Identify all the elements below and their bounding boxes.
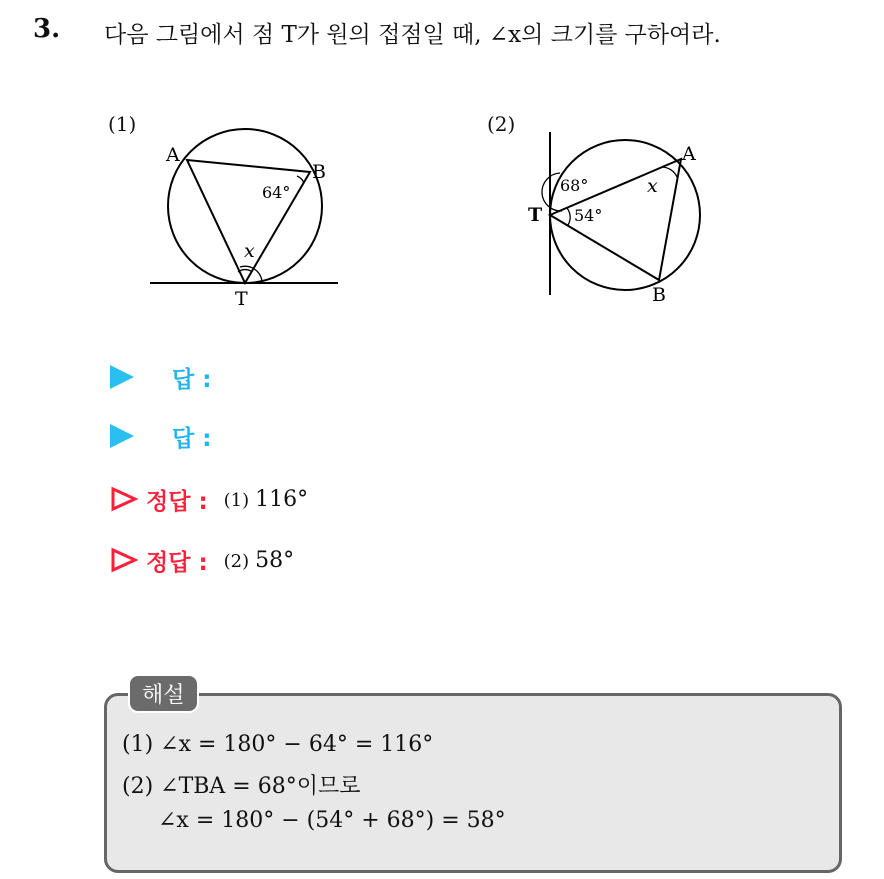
outline-play-arrow-icon <box>110 486 138 512</box>
correct-answer-1 <box>110 483 308 515</box>
play-arrow-icon <box>110 365 134 389</box>
answer-blank-label: 답 : <box>172 425 212 452</box>
correct-answer-value: 58° <box>255 547 295 573</box>
question-number: 3. <box>33 14 61 44</box>
figure-2-angle-arc-x <box>662 167 677 177</box>
explanation-line-2: (2) ∠TBA = 68°이므로 <box>122 774 361 799</box>
explanation-line-3: ∠x = 180° − (54° + 68°) = 58° <box>158 808 506 833</box>
correct-answer-part: (1) <box>223 489 250 511</box>
outline-play-arrow-icon <box>110 547 138 573</box>
explanation-tag: 해설 <box>128 674 199 713</box>
correct-answer-label: 정답 : <box>146 488 208 515</box>
figure-1-diagram <box>140 125 350 315</box>
figure-2-point-b: B <box>652 284 666 306</box>
answer-blank-2[interactable] <box>110 420 211 452</box>
figure-1-point-a: A <box>166 144 180 166</box>
explanation-line-1: (1) ∠x = 180° − 64° = 116° <box>122 732 434 757</box>
figure-1-angle-64: 64° <box>262 183 291 202</box>
correct-answer-part: (2) <box>223 550 250 572</box>
figure-1-triangle <box>187 160 310 283</box>
correct-answer-2 <box>110 544 294 576</box>
figure-2-point-t: T <box>528 204 543 226</box>
question-text: 다음 그림에서 점 T가 원의 접점일 때, ∠x의 크기를 구하여라. <box>104 22 721 48</box>
figure-2-label: (2) <box>487 112 516 136</box>
figure-2-angle-68: 68° <box>560 176 589 195</box>
figure-2-point-a: A <box>682 143 696 165</box>
figure-2-diagram <box>525 125 715 315</box>
correct-answer-value: 116° <box>255 486 309 512</box>
figure-1-angle-arc-b <box>297 176 304 183</box>
figure-1-point-b: B <box>312 161 326 183</box>
figure-2-angle-x: x <box>647 175 658 197</box>
answer-blank-1[interactable] <box>110 361 211 393</box>
play-arrow-icon <box>110 424 134 448</box>
correct-answer-label: 정답 : <box>146 549 208 576</box>
figure-1-point-t: T <box>235 288 248 310</box>
figure-1-label: (1) <box>108 112 137 136</box>
figure-2-circle <box>550 140 700 290</box>
answer-blank-label: 답 : <box>172 366 212 393</box>
figure-2-angle-54: 54° <box>574 206 603 225</box>
figure-2-angle-arc-54 <box>567 208 570 225</box>
figure-1-angle-x: x <box>244 240 255 262</box>
